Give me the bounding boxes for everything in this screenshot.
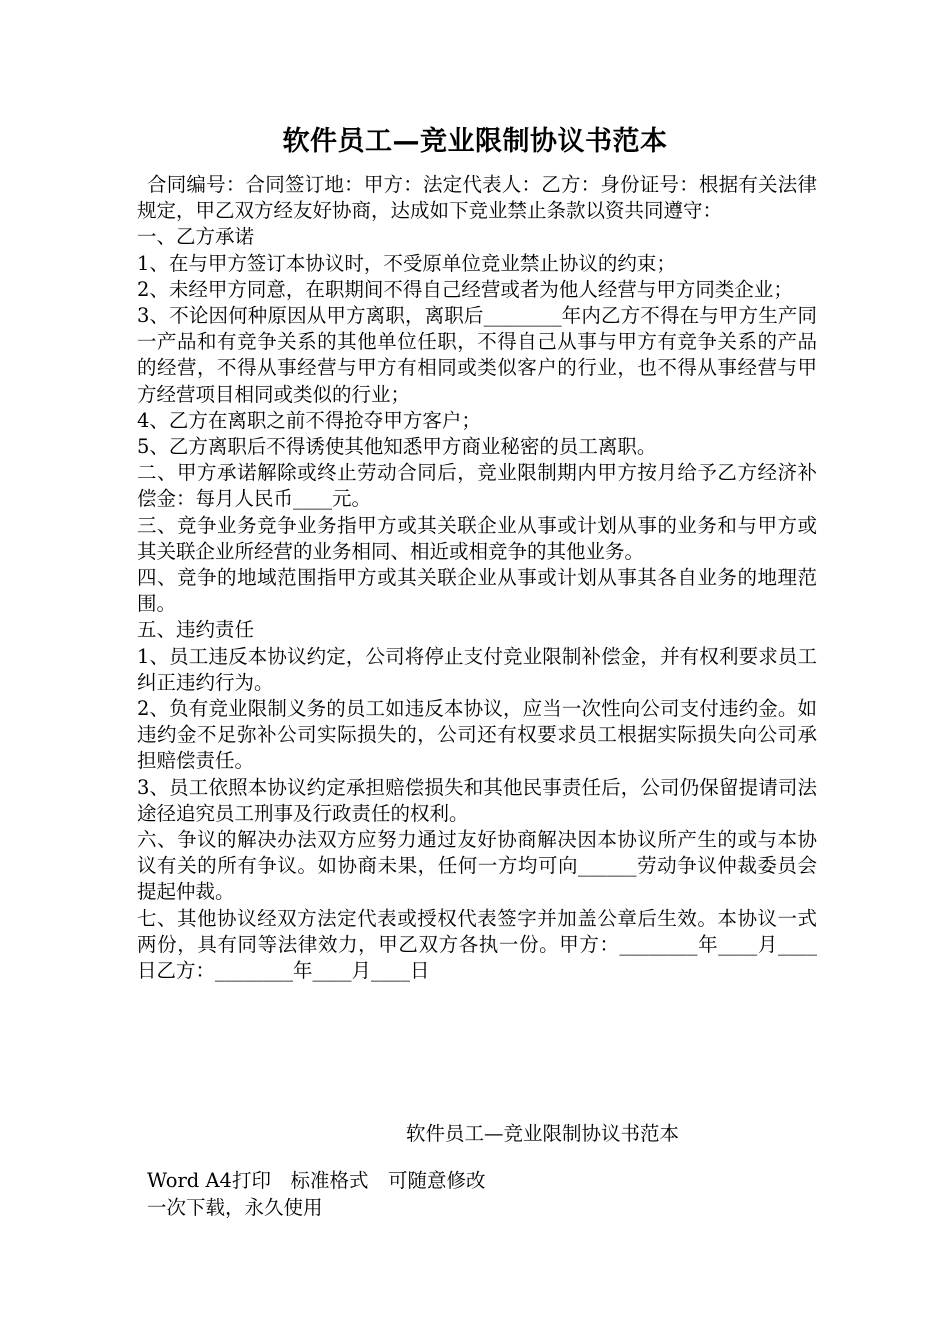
section-competitive-business: 三、竞争业务竞争业务指甲方或其关联企业从事或计划从事的业务和与甲方或其关联企业所经营的业务相同、相近或相竞争的其他业务。 [137,513,817,563]
clause-1-3: 3、不论因何种原因从甲方离职，离职后________年内乙方不得在与甲方生产同一产品和有竞争关系的其他单位任职，不得自己从事与甲方有竞争关系的产品的经营，不得从事经营与甲方有相同或类似客户的行业，也不得从事经营与甲方经营项目相同或类似的行业； [137,304,817,406]
clause-1-2: 2、未经甲方同意，在职期间不得自己经营或者为他人经营与甲方同类企业； [137,277,793,301]
footer-download-note: 一次下载，永久使用 [147,1196,323,1219]
clause-5-1: 1、员工违反本协议约定，公司将停止支付竞业限制补偿金，并有权利要求员工纠正违约行为。 [137,644,817,694]
clause-5-3: 3、员工依照本协议约定承担赔偿损失和其他民事责任后，公司仍保留提请司法途径追究员工刑事及行政责任的权利。 [137,775,817,825]
clause-1-4: 4、乙方在离职之前不得抢夺甲方客户； [137,408,481,432]
intro-paragraph: 合同编号：合同签订地：甲方：法定代表人：乙方：身份证号：根据有关法律规定，甲乙双方经友好协商，达成如下竞业禁止条款以资共同遵守： [137,173,817,223]
section-other-terms-signatures: 七、其他协议经双方法定代表或授权代表签字并加盖公章后生效。本协议一式两份，具有同等法律效力，甲乙双方各执一份。甲方：________年____月____日乙方：________年____月____日 [137,906,817,983]
section-party-a-commitments: 二、甲方承诺解除或终止劳动合同后，竞业限制期内甲方按月给予乙方经济补偿金：每月人民币____元。 [137,461,817,511]
document-body [137,172,817,984]
section-geographic-scope: 四、竞争的地域范围指甲方或其关联企业从事或计划从事其各自业务的地理范围。 [137,566,817,616]
clause-5-2: 2、负有竞业限制义务的员工如违反本协议，应当一次性向公司支付违约金。如违约金不足弥补公司实际损失的，公司还有权要求员工根据实际损失向公司承担赔偿责任。 [137,697,817,773]
section-heading-party-b-commitments: 一、乙方承诺 [137,225,255,249]
document-title: 软件员工—竞业限制协议书范本 [282,126,668,158]
footer-title: 软件员工—竞业限制协议书范本 [406,1122,680,1145]
clause-1-1: 1、在与甲方签订本协议时，不受原单位竞业禁止协议的约束； [137,251,676,275]
footer-format-note: Word A4打印 标准格式 可随意修改 [147,1169,486,1192]
section-heading-liability: 五、违约责任 [137,618,255,642]
section-dispute-resolution: 六、争议的解决办法双方应努力通过友好协商解决因本协议所产生的或与本协议有关的所有争议。如协商未果，任何一方均可向______劳动争议仲裁委员会提起仲裁。 [137,828,817,904]
clause-1-5: 5、乙方离职后不得诱使其他知悉甲方商业秘密的员工离职。 [137,435,657,459]
